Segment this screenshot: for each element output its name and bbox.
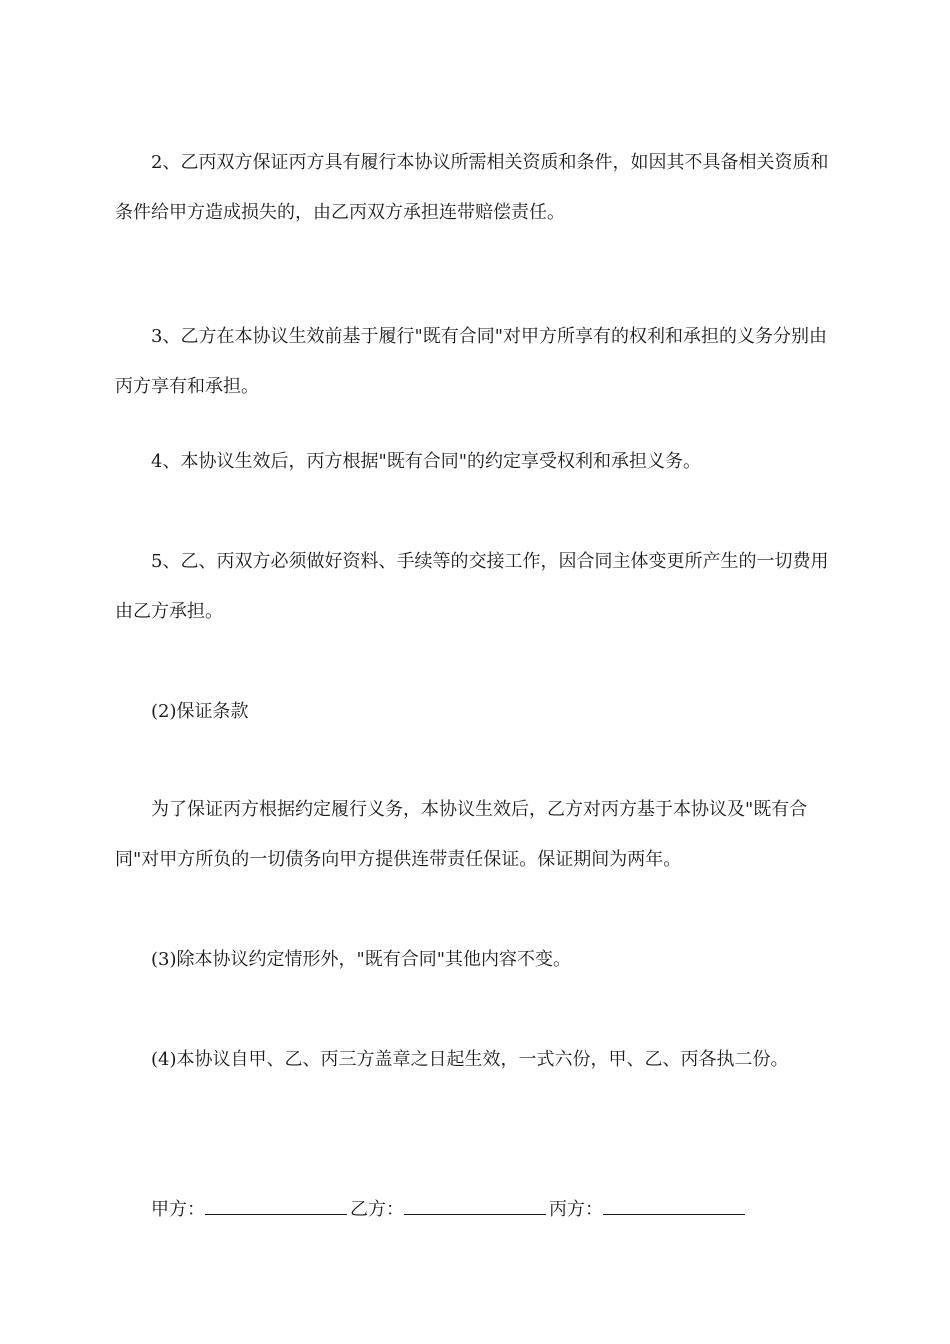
- signature-label-party-c: 丙方：: [549, 1199, 603, 1220]
- paragraph-clause-3-other: (3)除本协议约定情形外，"既有合同"其他内容不变。: [151, 949, 572, 970]
- paragraph-guarantee-terms: 为了保证丙方根据约定履行义务，本协议生效后，乙方对丙方基于本协议及"既有合同"对甲方所负的一切债务向甲方提供连带责任保证。保证期间为两年。: [115, 799, 808, 870]
- paragraph-clause-2: 2、乙丙双方保证丙方具有履行本协议所需相关资质和条件，如因其不具备相关资质和条件给甲方造成损失的，由乙丙双方承担连带赔偿责任。: [115, 152, 829, 223]
- signature-label-party-b: 乙方：: [350, 1199, 404, 1220]
- paragraph-clause-5: 5、乙、丙双方必须做好资料、手续等的交接工作，因合同主体变更所产生的一切费用由乙方承担。: [115, 551, 829, 622]
- signature-blank-party-b: [404, 1200, 546, 1215]
- signature-label-party-a: 甲方：: [151, 1199, 205, 1220]
- paragraph-clause-4: 4、本协议生效后，丙方根据"既有合同"的约定享受权利和承担义务。: [151, 451, 702, 472]
- paragraph-clause-3: 3、乙方在本协议生效前基于履行"既有合同"对甲方所享有的权利和承担的义务分别由丙方享有和承担。: [115, 326, 828, 397]
- paragraph-clause-4-effective: (4)本协议自甲、乙、丙三方盖章之日起生效，一式六份，甲、乙、丙各执二份。: [151, 1049, 789, 1070]
- signature-line: [151, 1185, 748, 1235]
- signature-blank-party-a: [205, 1200, 347, 1215]
- section-heading-guarantee: (2)保证条款: [151, 701, 249, 722]
- signature-blank-party-c: [603, 1200, 745, 1215]
